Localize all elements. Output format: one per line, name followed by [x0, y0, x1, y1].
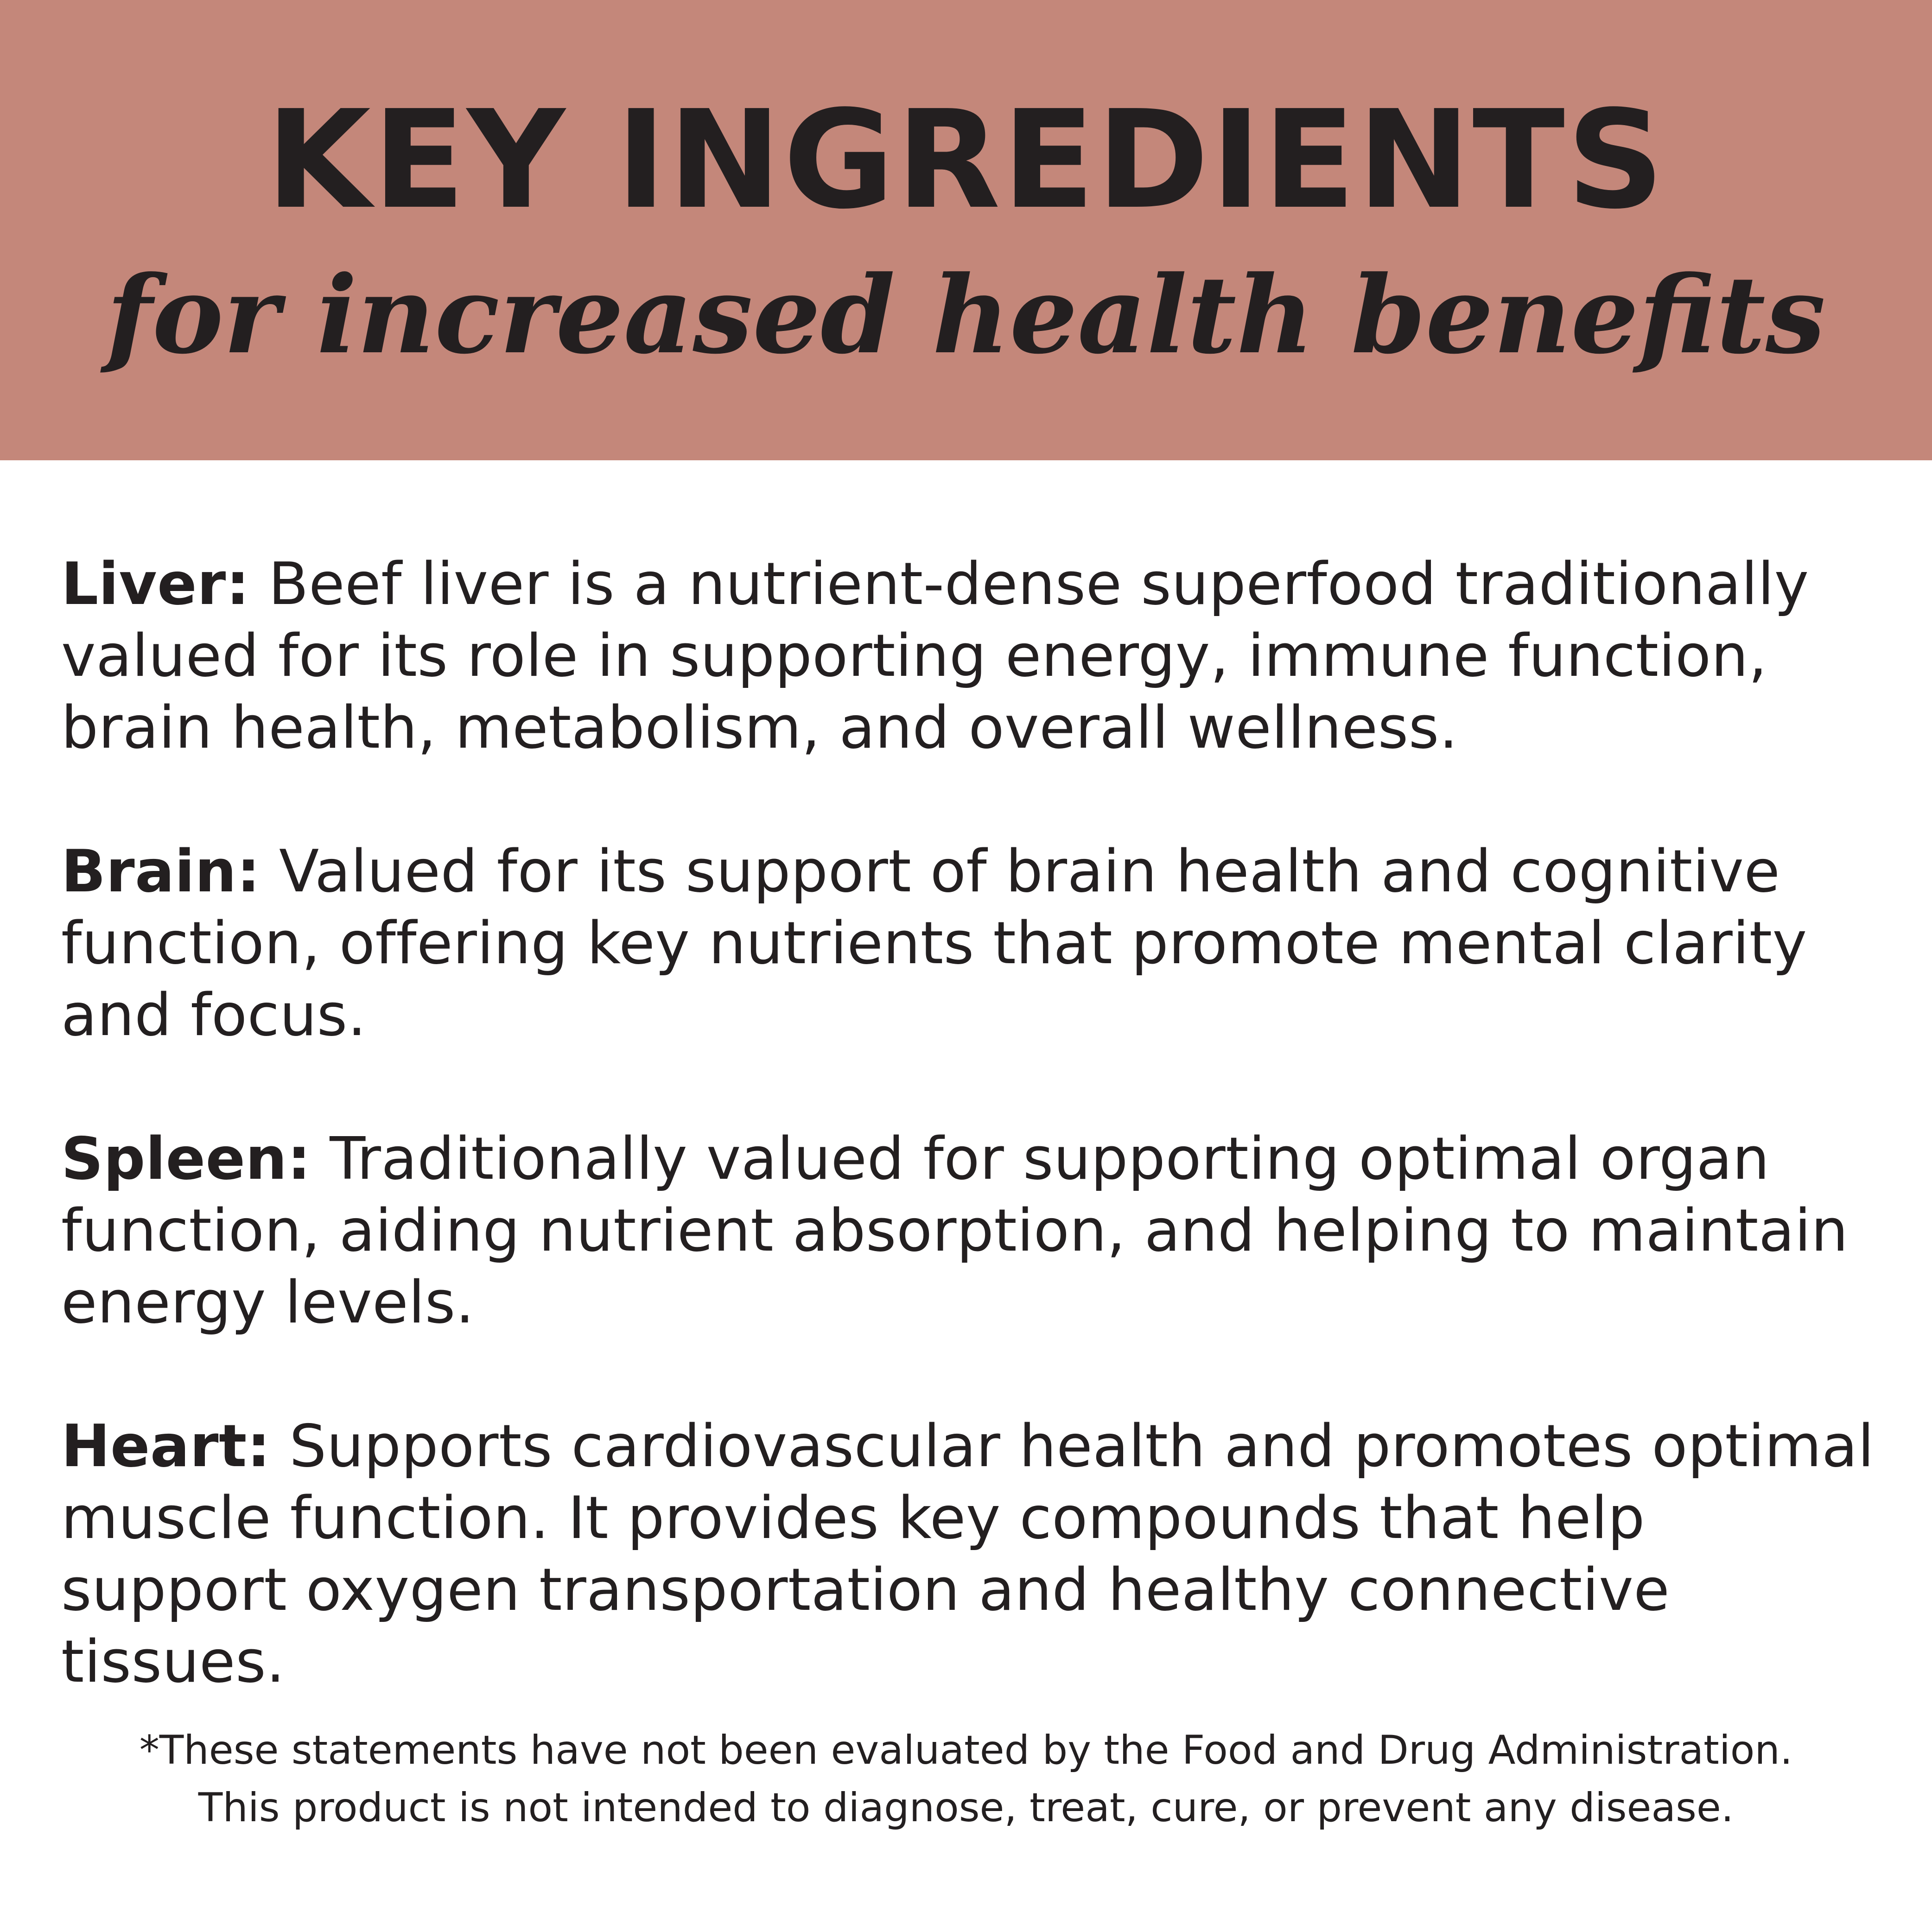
fda-disclaimer [0, 1722, 1932, 1837]
ingredient-description: Traditionally valued for supporting optimal organ function, aiding nutrient absorption, and helping to maintain energy levels. [61, 1125, 1849, 1336]
ingredient-name: Brain: [61, 837, 261, 905]
ingredient-brain [61, 835, 1878, 1051]
page-subtitle: for increased health benefits [106, 253, 1826, 378]
ingredient-heart [61, 1410, 1878, 1697]
ingredient-name: Heart: [61, 1412, 271, 1480]
ingredient-name: Spleen: [61, 1125, 311, 1193]
disclaimer-line-2: This product is not intended to diagnose, treat, cure, or prevent any disease. [198, 1785, 1734, 1831]
page-title: KEY INGREDIENTS [266, 81, 1666, 239]
ingredient-liver [61, 548, 1878, 763]
ingredient-spleen [61, 1123, 1878, 1338]
ingredient-list [61, 548, 1878, 1769]
ingredient-name: Liver: [61, 550, 250, 618]
disclaimer-line-1: *These statements have not been evaluated by the Food and Drug Administration. [139, 1727, 1793, 1773]
ingredient-description: Supports cardiovascular health and promotes optimal muscle function. It provides key compounds that help support oxygen transportation and healthy connective tissues. [61, 1412, 1875, 1696]
ingredient-description: Valued for its support of brain health and cognitive function, offering key nutrients that promote mental clarity and focus. [61, 837, 1807, 1049]
ingredient-description: Beef liver is a nutrient-dense superfood traditionally valued for its role in supporting energy, immune function, brain health, metabolism, and overall wellness. [61, 550, 1809, 762]
